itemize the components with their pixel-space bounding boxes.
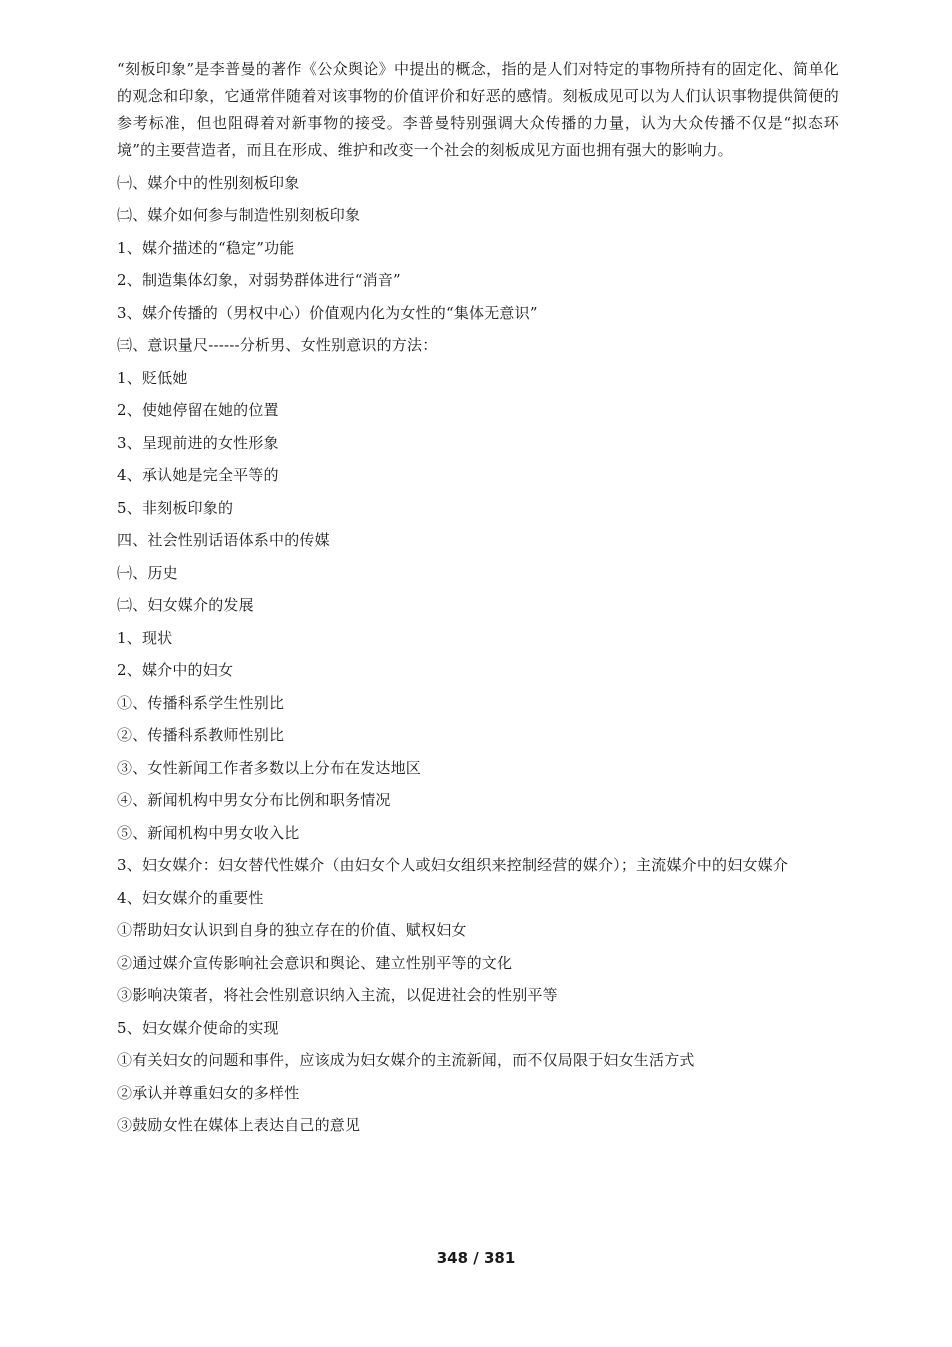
list-item: 3、呈现前进的女性形象 [117,433,279,452]
list-item: ④、新闻机构中男女分布比例和职务情况 [117,791,391,809]
list-item: ③、女性新闻工作者多数以上分布在发达地区 [117,758,422,777]
list-item: 1、贬低她 [117,368,188,387]
document-body [117,56,839,1145]
list-item: 1、媒介描述的“稳定”功能 [117,238,295,257]
section-heading-media-in-gender-discourse: 四、社会性别话语体系中的传媒 [117,531,330,549]
heading-gender-stereotype-in-media: ㈠、媒介中的性别刻板印象 [117,173,300,192]
page-number: 348 / 381 [436,1249,516,1267]
list-item-women-media-definition: 3、妇女媒介：妇女替代性媒介（由妇女个人或妇女组织来控制经营的媒介）；主流媒介中的妇女媒介 [117,856,789,874]
list-item: 5、非刻板印象的 [117,498,234,517]
heading-women-media-development: ㈡、妇女媒介的发展 [117,596,254,614]
heading-history: ㈠、历史 [117,563,178,582]
list-item: ③影响决策者，将社会性别意识纳入主流，以促进社会的性别平等 [117,986,558,1004]
list-item: ②承认并尊重妇女的多样性 [117,1083,300,1102]
list-item: ①、传播科系学生性别比 [117,693,285,712]
list-item: 4、承认她是完全平等的 [117,466,279,484]
list-item: 4、妇女媒介的重要性 [117,888,264,907]
list-item: ⑤、新闻机构中男女收入比 [117,823,300,842]
heading-consciousness-scale: ㈢、意识量尺------分析男、女性别意识的方法： [117,336,438,354]
list-item: ②、传播科系教师性别比 [117,726,285,744]
intro-paragraph: “刻板印象”是李普曼的著作《公众舆论》中提出的概念，指的是人们对特定的事物所持有的固定化、简单化的观念和印象，它通常伴随着对该事物的价值评价和好恶的感情。刻板成见可以为人们认识事物提供简便的参考标准，但也阻碍着对新事物的接受。李普曼特别强调大众传播的力量，认为大众传播不仅是“拟态环境”的主要营造者，而且在形成、维护和改变一个社会的刻板成见方面也拥有强大的影响力。 [117,60,839,159]
list-item: ①帮助妇女认识到自身的独立存在的价值、赋权妇女 [117,921,467,939]
list-item: 2、媒介中的妇女 [117,661,234,679]
list-item: 2、制造集体幻象，对弱势群体进行“消音” [117,271,401,289]
list-item: 3、媒介传播的（男权中心）价值观内化为女性的“集体无意识” [117,303,538,322]
list-item: ①有关妇女的问题和事件，应该成为妇女媒介的主流新闻，而不仅局限于妇女生活方式 [117,1051,695,1069]
list-item: ③鼓励女性在媒体上表达自己的意见 [117,1116,361,1134]
heading-media-producing-stereotype: ㈡、媒介如何参与制造性别刻板印象 [117,206,361,224]
list-item: 1、现状 [117,628,173,647]
list-item: ②通过媒介宣传影响社会意识和舆论、建立性别平等的文化 [117,953,513,972]
list-item: 2、使她停留在她的位置 [117,401,279,419]
list-item: 5、妇女媒介使命的实现 [117,1018,279,1037]
